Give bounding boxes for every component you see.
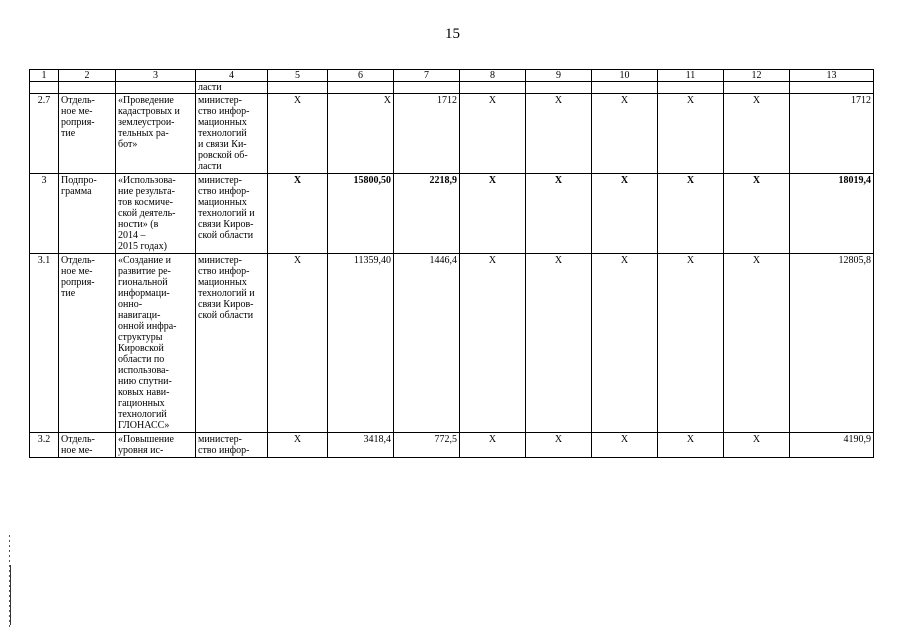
table-row (30, 94, 874, 174)
col5-value: Х (268, 94, 328, 174)
continuation-row (30, 82, 874, 94)
col13-value: 18019,4 (790, 174, 874, 254)
col13-value: 4190,9 (790, 433, 874, 458)
header-cell: 8 (460, 70, 526, 82)
row-name: «Создание и развитие ре- гиональной информаци- онно- навигаци- онной инфра- структуры Кировской области по использова- нию спутни- ковых нави- гационных технологий ГЛОНАСС» (116, 254, 196, 433)
col10-value: Х (592, 94, 658, 174)
row-name: «Использова- ние результа- тов космиче- ской деятель- ности» (в 2014 – 2015 годах) (116, 174, 196, 254)
col5-value: Х (268, 254, 328, 433)
table-body (30, 94, 874, 458)
col11-value: Х (658, 174, 724, 254)
table-row (30, 174, 874, 254)
row-executor: министер- ство инфор- (196, 433, 268, 458)
table-row (30, 433, 874, 458)
col13-value: 1712 (790, 94, 874, 174)
col6-value: 11359,40 (328, 254, 394, 433)
col8-value: Х (460, 174, 526, 254)
program-table (29, 69, 874, 458)
col12-value: Х (724, 174, 790, 254)
col12-value: Х (724, 433, 790, 458)
page-number: 15 (445, 26, 460, 42)
col6-value: Х (328, 94, 394, 174)
scan-artifact (10, 565, 11, 625)
header-cell: 4 (196, 70, 268, 82)
row-number: 3.1 (30, 254, 59, 433)
col11-value: Х (658, 94, 724, 174)
col13-value: 12805,8 (790, 254, 874, 433)
row-name: «Проведение кадастровых и землеустрои- тельных ра- бот» (116, 94, 196, 174)
col9-value: Х (526, 254, 592, 433)
row-executor: министер- ство инфор- мационных технологий и связи Ки- ровской об- ласти (196, 94, 268, 174)
col12-value: Х (724, 254, 790, 433)
col6-value: 15800,50 (328, 174, 394, 254)
col7-value: 2218,9 (394, 174, 460, 254)
col11-value: Х (658, 254, 724, 433)
col7-value: 1446,4 (394, 254, 460, 433)
continuation-text: ласти (196, 82, 268, 94)
row-number: 2.7 (30, 94, 59, 174)
header-cell: 12 (724, 70, 790, 82)
row-type: Отдель- ное ме- роприя- тие (59, 254, 116, 433)
col9-value: Х (526, 94, 592, 174)
header-cell: 5 (268, 70, 328, 82)
header-cell: 13 (790, 70, 874, 82)
col9-value: Х (526, 433, 592, 458)
col12-value: Х (724, 94, 790, 174)
col5-value: Х (268, 433, 328, 458)
col8-value: Х (460, 254, 526, 433)
col11-value: Х (658, 433, 724, 458)
row-executor: министер- ство инфор- мационных технологий и связи Киров- ской области (196, 254, 268, 433)
col7-value: 772,5 (394, 433, 460, 458)
header-cell: 6 (328, 70, 394, 82)
col10-value: Х (592, 433, 658, 458)
row-type: Подпро- грамма (59, 174, 116, 254)
col10-value: Х (592, 254, 658, 433)
row-type: Отдель- ное ме- (59, 433, 116, 458)
col8-value: Х (460, 433, 526, 458)
header-cell: 2 (59, 70, 116, 82)
row-number: 3.2 (30, 433, 59, 458)
col5-value: Х (268, 174, 328, 254)
header-cell: 9 (526, 70, 592, 82)
header-row (30, 70, 874, 82)
header-cell: 1 (30, 70, 59, 82)
row-number: 3 (30, 174, 59, 254)
header-cell: 7 (394, 70, 460, 82)
header-cell: 11 (658, 70, 724, 82)
col6-value: 3418,4 (328, 433, 394, 458)
header-cell: 10 (592, 70, 658, 82)
col10-value: Х (592, 174, 658, 254)
table-row (30, 254, 874, 433)
col7-value: 1712 (394, 94, 460, 174)
col9-value: Х (526, 174, 592, 254)
row-type: Отдель- ное ме- роприя- тие (59, 94, 116, 174)
row-executor: министер- ство инфор- мационных технологий и связи Киров- ской области (196, 174, 268, 254)
header-cell: 3 (116, 70, 196, 82)
row-name: «Повышение уровня ис- (116, 433, 196, 458)
col8-value: Х (460, 94, 526, 174)
